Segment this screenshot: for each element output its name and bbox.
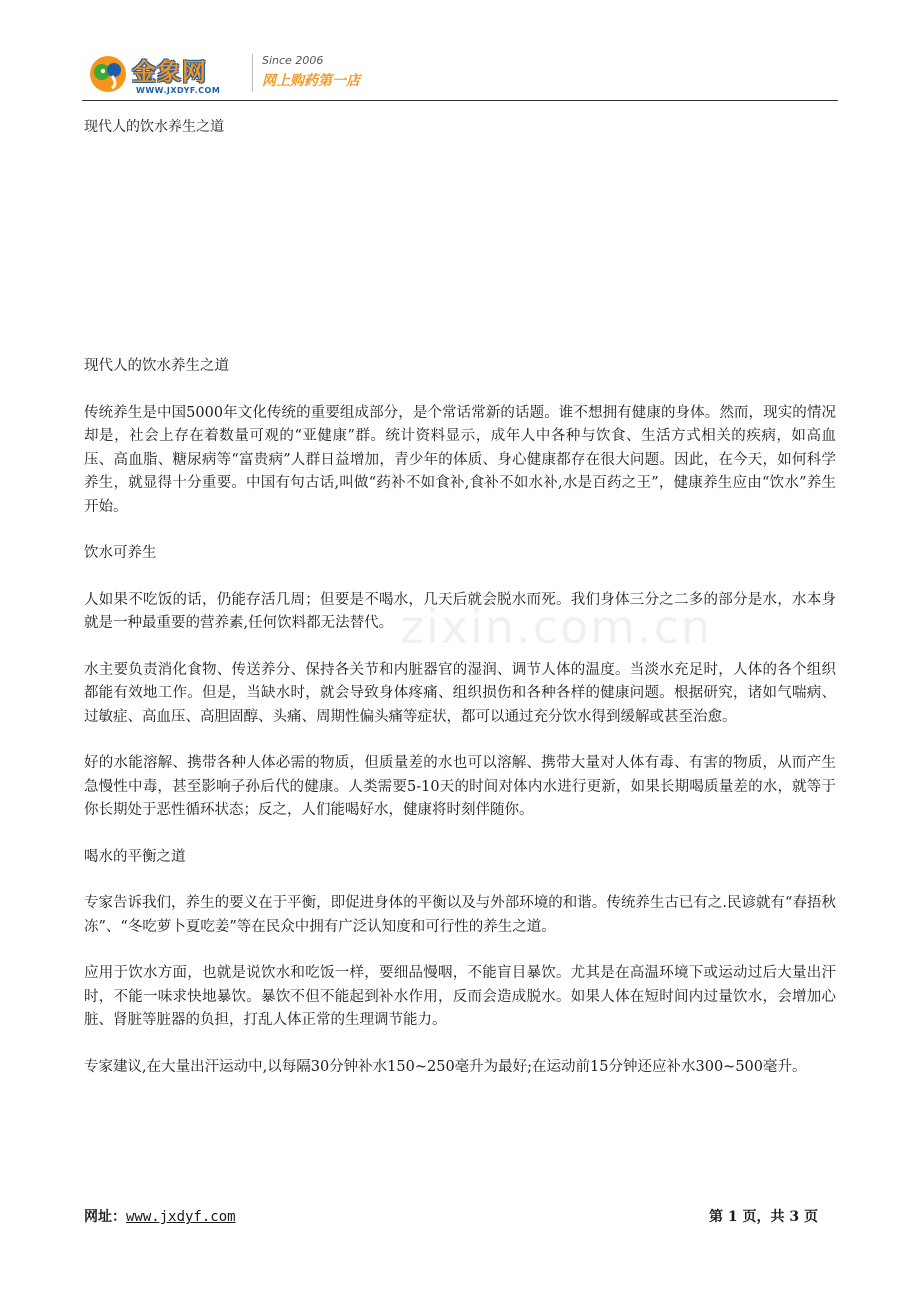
page-header [82,48,838,101]
brand-name: 金象网 [132,58,207,86]
page-number: 第 1 页，共 3 页 [709,1209,818,1225]
brand-url: WWW.JXDYF.COM [136,86,221,95]
header-divider [252,54,253,92]
section-heading: 饮水可养生 [84,545,157,561]
section-heading: 喝水的平衡之道 [84,848,186,865]
footer-address [84,1206,236,1226]
document-title: 现代人的饮水养生之道 [84,119,224,135]
paragraph: 传统养生是中国5000年文化传统的重要组成部分，是个常话常新的话题。谁不想拥有健康的身体。然而，现实的情况却是，社会上存在着数量可观的“亚健康”群。统计资料显示，成年人中各种与饮食、生活方式相关的疾病，如高血压、高血脂、糖尿病等“富贵病”人群日益增加，青少年的体质、身心健康都存在很大问题。因此，在今天，如何科学养生，就显得十分重要。中国有句古话,叫做“药补不如食补,食补不如水补,水是百药之王”，健康养生应由“饮水”养生开始。 [84,404,836,515]
paragraph: 好的水能溶解、携带各种人体必需的物质，但质量差的水也可以溶解、携带大量对人体有毒、有害的物质，从而产生急慢性中毒，甚至影响子孙后代的健康。人类需要5-10天的时间对体内水进行更新，如果长期喝质量差的水，就等于你长期处于恶性循环状态；反之，人们能喝好水，健康将时刻伴随你。 [84,755,836,818]
footer-url-link[interactable]: www.jxdyf.com [126,1209,236,1225]
section-heading: 现代人的饮水养生之道 [84,358,229,374]
since-text: Since 2006 [262,54,324,67]
brand-logo[interactable] [88,52,248,98]
slogan-text: 网上购药第一店 [262,73,360,89]
footer-url-label: 网址： [84,1209,126,1225]
paragraph: 人如果不吃饭的话，仍能存活几周；但要是不喝水，几天后就会脱水而死。我们身体三分之二多的部分是水，水本身就是一种最重要的营养素,任何饮料都无法替代。 [84,591,836,631]
article-body [84,355,836,1079]
watermark-text: zixin.com.cn [400,600,713,654]
elephant-logo-icon [88,54,128,94]
paragraph: 应用于饮水方面，也就是说饮水和吃饭一样，要细品慢咽，不能盲目暴饮。尤其是在高温环境下或运动过后大量出汗时，不能一味求快地暴饮。暴饮不但不能起到补水作用，反而会造成脱水。如果人体在短时间内过量饮水，会增加心脏、肾脏等脏器的负担，打乱人体正常的生理调节能力。 [84,965,836,1028]
paragraph: 专家建议,在大量出汗运动中,以每隔30分钟补水150~250毫升为最好;在运动前15分钟还应补水300~500毫升。 [84,1058,807,1075]
paragraph: 专家告诉我们，养生的要义在于平衡，即促进身体的平衡以及与外部环境的和谐。传统养生古已有之.民谚就有“春捂秋冻”、“冬吃萝卜夏吃姜”等在民众中拥有广泛认知度和可行性的养生之道。 [84,895,836,935]
paragraph: 水主要负责消化食物、传送养分、保持各关节和内脏器官的湿润、调节人体的温度。当淡水充足时，人体的各个组织都能有效地工作。但是，当缺水时，就会导致身体疼痛、组织损伤和各种各样的健康问题。根据研究，诸如气喘病、过敏症、高血压、高胆固醇、头痛、周期性偏头痛等症状，都可以通过充分饮水得到缓解或甚至治愈。 [84,661,836,725]
